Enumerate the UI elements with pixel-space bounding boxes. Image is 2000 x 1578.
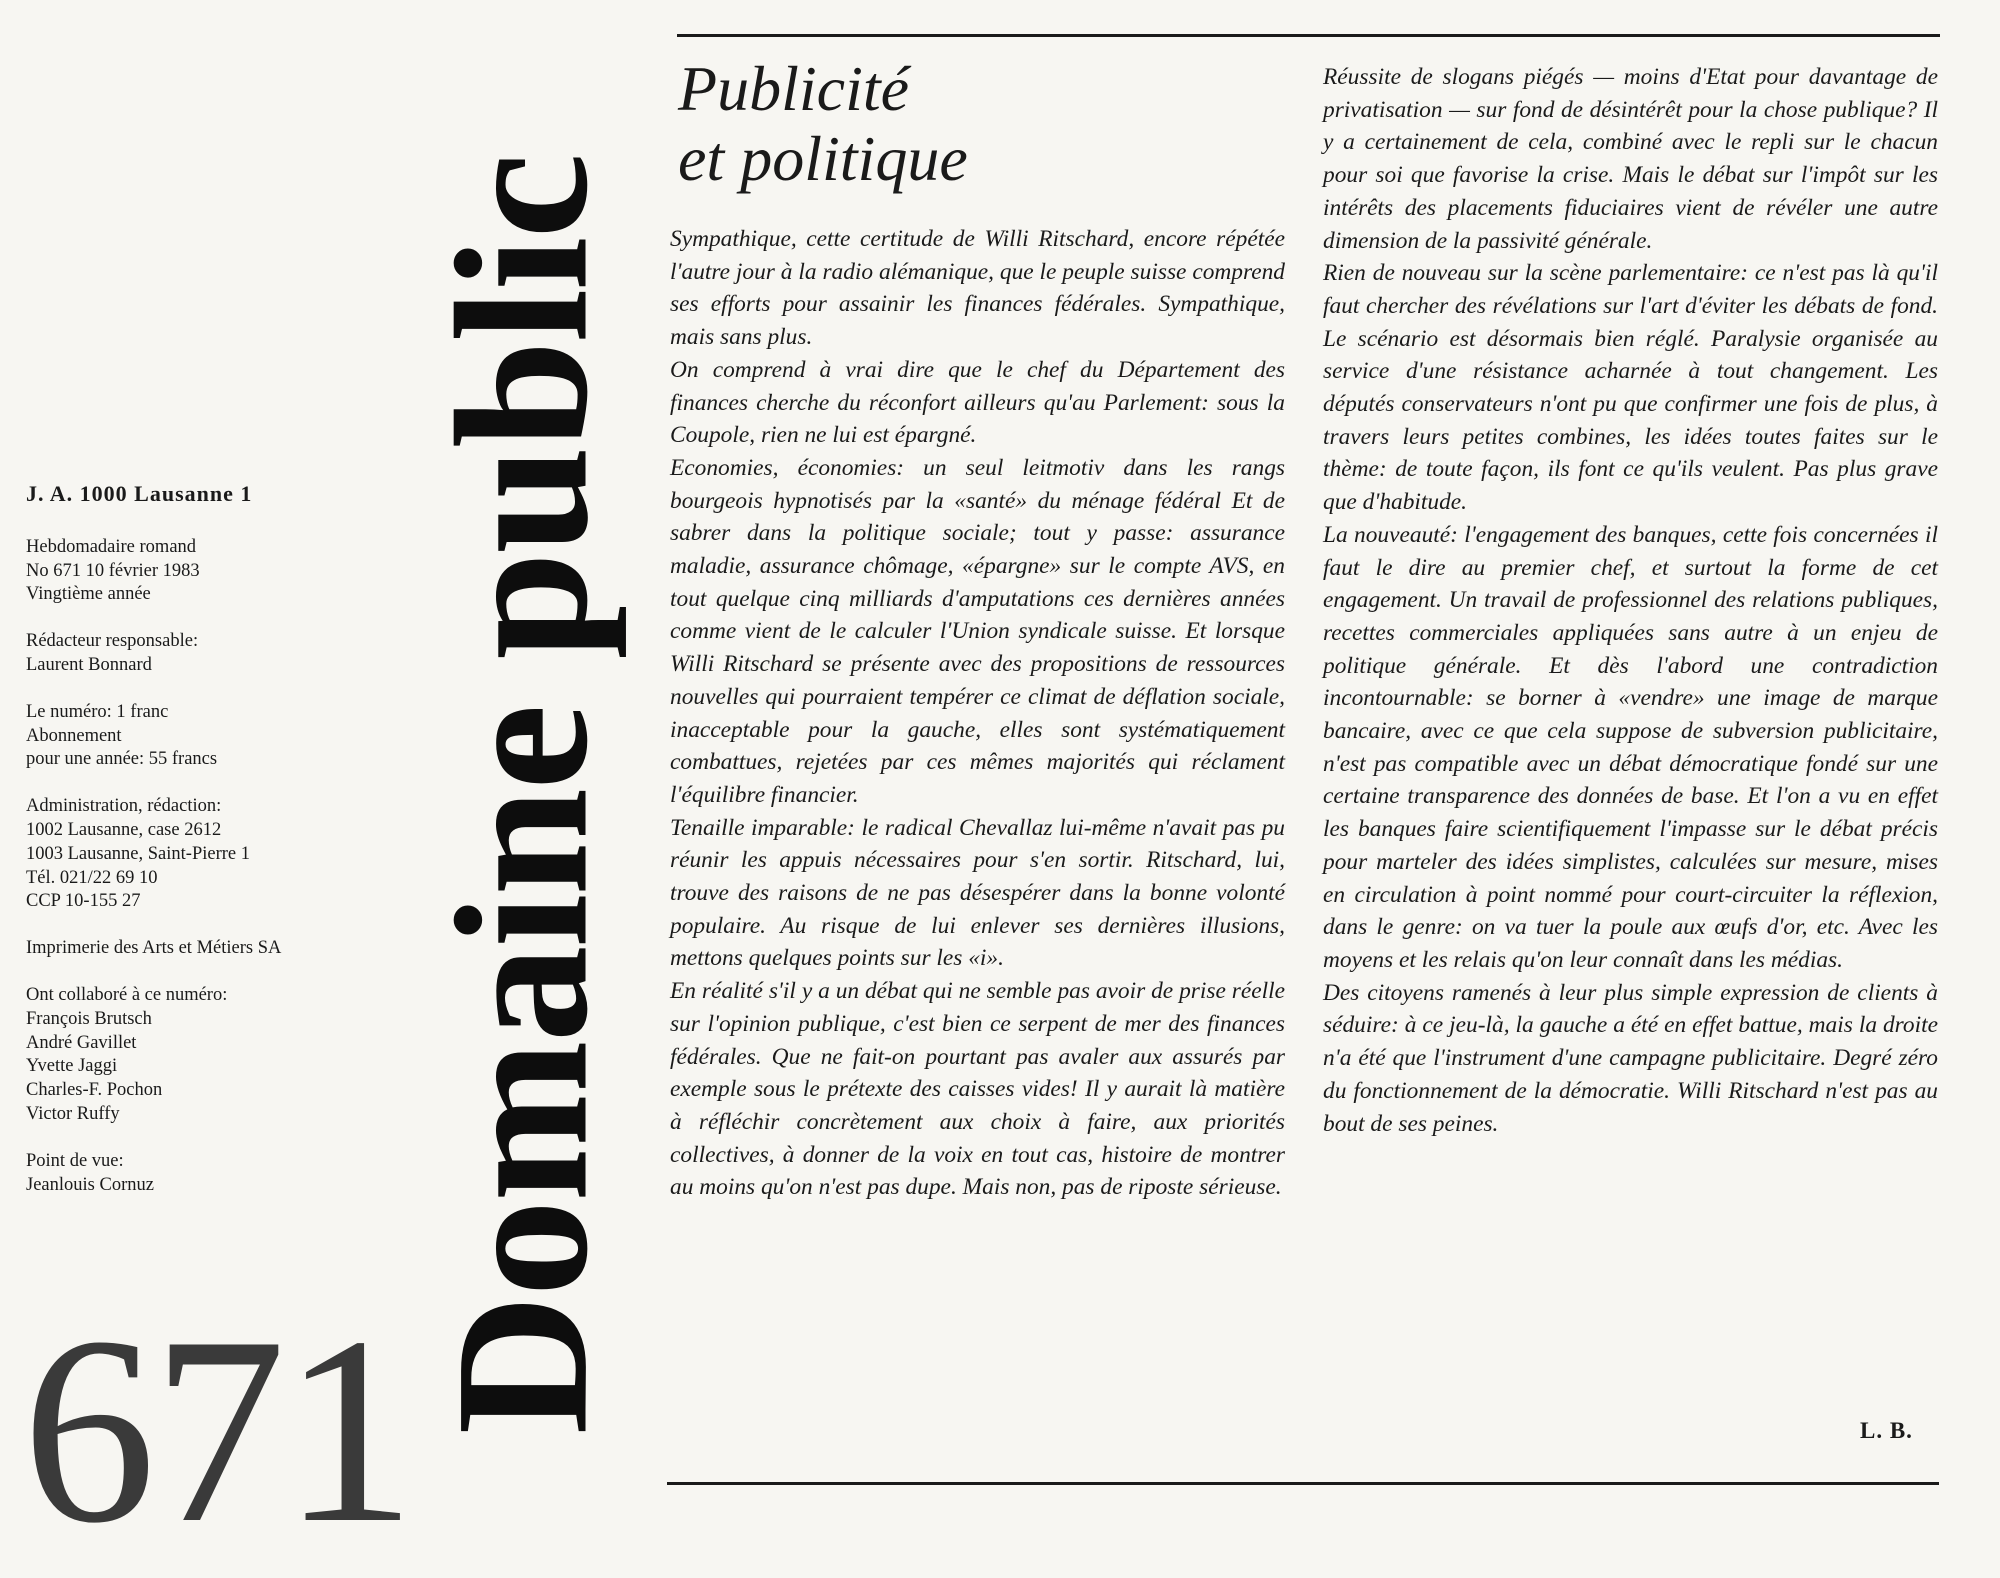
masthead-container <box>410 95 635 1495</box>
headline-line-1: Publicité <box>678 53 910 124</box>
viewpoint-info: Point de vue: Jeanlouis Cornuz <box>26 1150 154 1195</box>
publication-info-sidebar <box>26 482 386 1220</box>
paragraph: Rien de nouveau sur la scène parlementaire: ce n'est pas là qu'il faut chercher des révélations sur l'art d'éviter les débats de fond. Le scénario est désormais bien réglé. Paralysie organisée au service d'une résistance acharnée à tout changement. Les députés conservateurs n'ont pu que confirmer une fois de plus, à travers leurs petites combines, les idées toutes faites sur le thème: de toute façon, ils font ce qu'ils veulent. Pas plus grave que d'habitude. <box>1323 260 1938 516</box>
author-signature: L. B. <box>1860 1418 1913 1443</box>
paragraph: Sympathique, cette certitude de Willi Ritschard, encore répétée l'autre jour à la radio alémanique, que le peuple suisse comprend ses efforts pour assainir les finances fédérales. Sympathique, mais sans plus. <box>670 226 1285 351</box>
issue-number: 671 <box>22 1281 412 1578</box>
paragraph: La nouveauté: l'engagement des banques, cette fois concernées il faut le dire au premier chef, et surtout la forme de cet engagement. Un travail de professionnel des relations publiques, recettes commerciales appliquées sans autre à un enjeu de politique générale. Et dès l'abord une contradiction incontournable: se borner à «vendre» une image de marque bancaire, avec ce que cela suppose de subversion publicitaire, n'est pas compatible avec un débat démocratique fondé sur une certaine transparence des données de base. Et l'on a vu en effet les banques faire scientifiquement l'impasse sur le débat précis pour marteler des idées simplistes, calculées sur mesure, mises en circulation à point nommé pour court-circuiter la réflexion, dans le genre: on va tuer la poule aux œufs d'or, etc. Avec les moyens et les relais qu'on leur connaît dans les médias. <box>1323 521 1938 973</box>
article-column-1 <box>670 223 1285 1204</box>
bottom-rule <box>667 1482 1939 1485</box>
article-headline <box>678 54 1098 194</box>
publication-details: Hebdomadaire romand No 671 10 février 1983 Vingtième année <box>26 536 200 605</box>
administration-info: Administration, rédaction: 1002 Lausanne, case 2612 1003 Lausanne, Saint-Pierre 1 Tél. 021/22 69 10 CCP 10-155 27 <box>26 796 250 912</box>
paragraph: Economies, économies: un seul leitmotiv dans les rangs bourgeois hypnotisés par la «santé» du ménage fédéral Et de sabrer dans la politique sociale; tout y passe: assurance maladie, assurance chômage, «épargne» sur le compte AVS, en tout quelque cinq milliards d'amputations ces dernières années comme vient de le calculer l'Union syndicale suisse. Et lorsque Willi Ritschard se présente avec des propositions de ressources nouvelles qui pourraient tempérer ce climat de déflation sociale, inacceptable pour la gauche, elles sont systématiquement combattues, rejetées par ces mêmes majorités qui réclament l'équilibre financier. <box>670 454 1285 808</box>
article-column-2 <box>1323 61 1938 1140</box>
contributors-list: Ont collaboré à ce numéro: François Brutsch André Gavillet Yvette Jaggi Charles-F. Pochon Victor Ruffy <box>26 984 228 1124</box>
paragraph: En réalité s'il y a un débat qui ne semble pas avoir de prise réelle sur l'opinion publique, c'est bien ce serpent de mer des finances fédérales. Que ne fait-on pourtant pas avaler aux assurés par exemple sous le prétexte des caisses vides! Il y aurait là matière à réfléchir concrètement aux choix à faire, aux priorités collectives, à donner de la voix en tout cas, histoire de montrer au moins qu'on n'est pas dupe. Mais non, pas de riposte sérieuse. <box>670 978 1285 1201</box>
paragraph: Tenaille imparable: le radical Chevallaz lui-même n'avait pas pu réunir les appuis nécessaires pour s'en sortir. Ritschard, lui, trouve des raisons de ne pas désespérer dans la bonne volonté populaire. Au risque de lui enlever ses dernières illusions, mettons quelques points sur les «i». <box>670 814 1285 972</box>
top-rule <box>677 34 1940 37</box>
paragraph: Réussite de slogans piégés — moins d'Etat pour davantage de privatisation — sur fond de désintérêt pour la chose publique? Il y a certainement de cela, combiné avec le repli sur le chacun pour soi que favorise la crise. Mais le débat sur l'impôt sur les intérêts des placements fiduciaires vient de révéler une autre dimension de la passivité générale. <box>1323 64 1938 254</box>
masthead-text: Domaine public <box>417 155 627 1435</box>
paragraph: On comprend à vrai dire que le chef du Département des finances cherche du réconfort ailleurs qu'au Parlement: sous la Coupole, rien ne lui est épargné. <box>670 356 1285 449</box>
paragraph: Des citoyens ramenés à leur plus simple expression de clients à séduire: à ce jeu-là, la gauche a été en effet battue, mais la droite n'a été que l'instrument d'une campagne publicitaire. Degré zéro du fonctionnement de la démocratie. Willi Ritschard n'est pas au bout de ses peines. <box>1323 979 1938 1137</box>
price-info: Le numéro: 1 franc Abonnement pour une année: 55 francs <box>26 701 218 770</box>
masthead-title <box>410 95 635 1495</box>
headline-line-2: et politique <box>678 123 968 194</box>
editor-info: Rédacteur responsable: Laurent Bonnard <box>26 631 199 675</box>
postal-line: J. A. 1000 Lausanne 1 <box>26 481 253 506</box>
printer-info: Imprimerie des Arts et Métiers SA <box>26 938 282 959</box>
